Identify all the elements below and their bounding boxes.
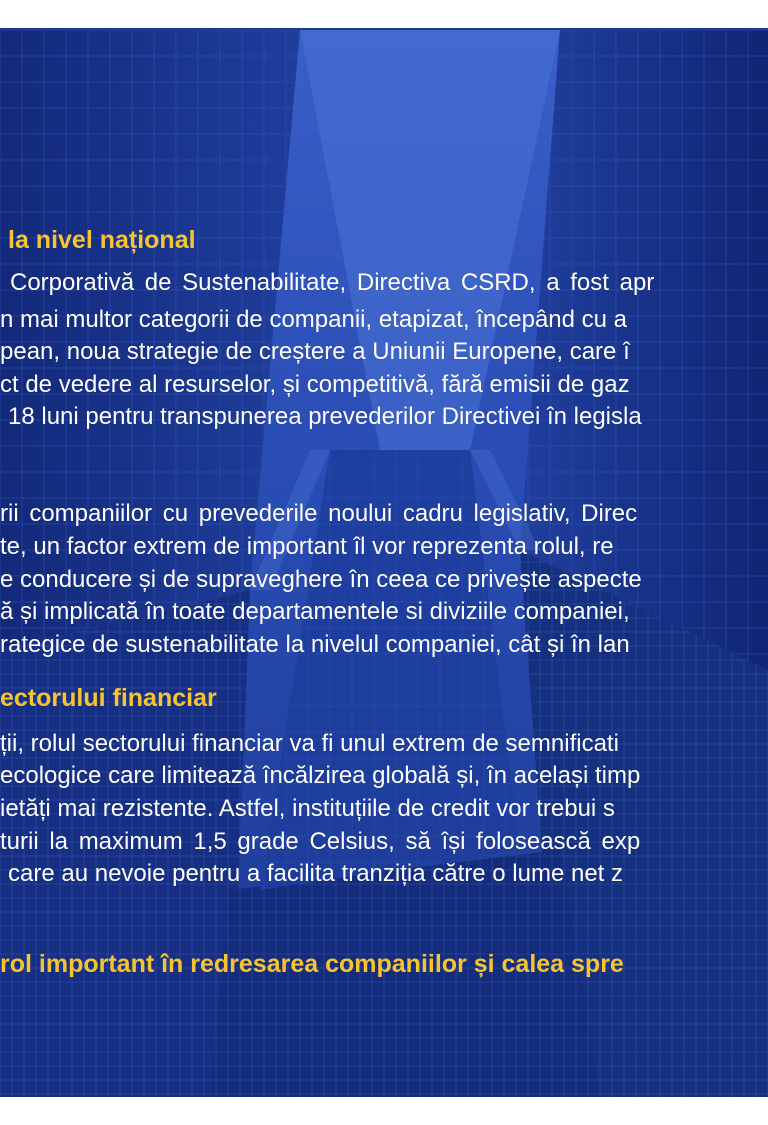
paragraph-line: care au nevoie pentru a facilita tranziția către o lume net z xyxy=(8,860,623,887)
paragraph-line: n mai multor categorii de companii, etapizat, începând cu a xyxy=(0,306,628,333)
document-text xyxy=(0,30,768,1097)
paragraph-line: Corporativă de Sustenabilitate, Directiva CSRD, a fost apr xyxy=(10,269,655,296)
paragraph-line: rii companiilor cu prevederile noului cadru legislativ, Direc xyxy=(0,500,638,527)
paragraph-line: te, un factor extrem de important îl vor reprezenta rolul, re xyxy=(0,533,614,560)
section-heading-financial-sector: ectorului financiar xyxy=(0,684,217,712)
paragraph-line: ct de vedere al resurselor, și competitivă, fără emisii de gaz xyxy=(0,371,630,398)
paragraph-line: rategice de sustenabilitate la nivelul companiei, cât și în lan xyxy=(0,631,630,658)
paragraph-line: ecologice care limitează încălzirea globală și, în același timp xyxy=(0,762,641,789)
paragraph-line: pean, noua strategie de creștere a Uniunii Europene, care î xyxy=(0,338,630,365)
paragraph-line: e conducere și de supraveghere în ceea ce privește aspecte xyxy=(0,566,642,593)
paragraph-line: ții, rolul sectorului financiar va fi unul extrem de semnificati xyxy=(0,730,619,757)
slide xyxy=(0,30,768,1097)
section-heading-national: la nivel național xyxy=(8,226,196,254)
closing-statement: rol important în redresarea companiilor și calea spre xyxy=(0,950,624,978)
paragraph-line: turii la maximum 1,5 grade Celsius, să își folosească exp xyxy=(0,828,641,855)
paragraph-line: ă și implicată în toate departamentele si diviziile companiei, xyxy=(0,598,630,625)
paragraph-line: 18 luni pentru transpunerea prevederilor Directivei în legisla xyxy=(8,403,642,430)
paragraph-line: ietăți mai rezistente. Astfel, instituțiile de credit vor trebui s xyxy=(0,795,615,822)
